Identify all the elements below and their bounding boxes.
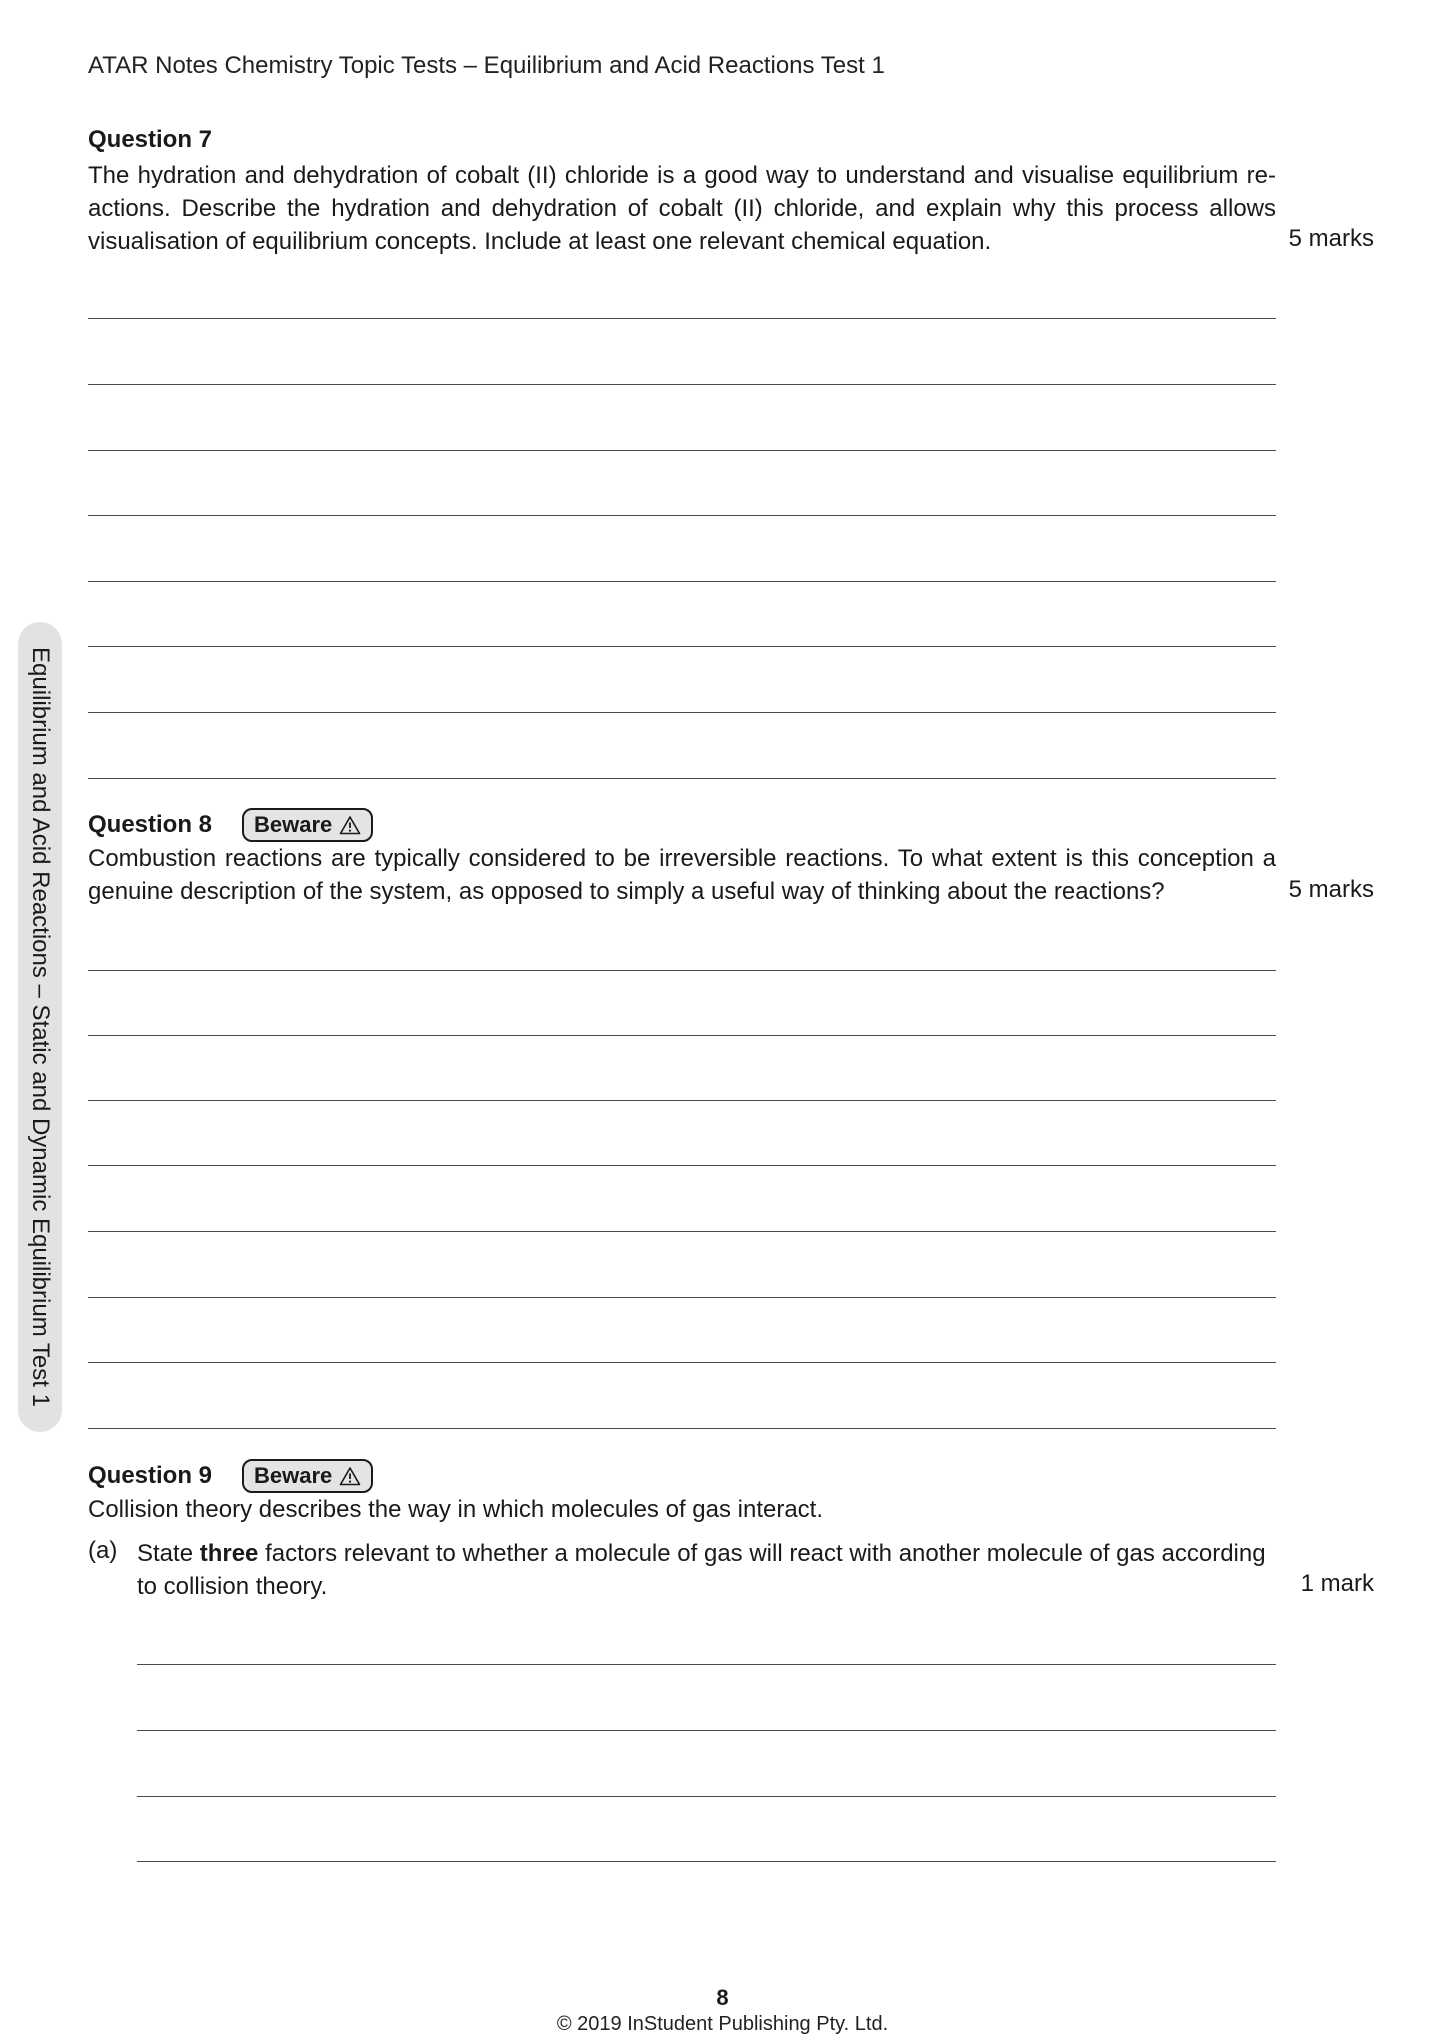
copyright-notice: © 2019 InStudent Publishing Pty. Ltd. bbox=[556, 2013, 889, 2035]
question-7-heading: Question 7 bbox=[88, 126, 213, 153]
answer-line[interactable] bbox=[137, 1730, 1276, 1731]
question-8-text: Combustion reactions are typically considered to be irreversible reactions. To what extent is this conception a genuine description of the system, as opposed to simply a useful way of thinking about the reactions? bbox=[88, 845, 1276, 905]
question-8-marks: 5 marks bbox=[1288, 876, 1374, 903]
question-8-heading: Question 8 bbox=[88, 811, 213, 838]
answer-line[interactable] bbox=[88, 778, 1276, 779]
question-9a-text bbox=[137, 1537, 1276, 1603]
warning-triangle-icon bbox=[339, 1466, 361, 1486]
answer-line[interactable] bbox=[137, 1796, 1276, 1797]
answer-line[interactable] bbox=[137, 1664, 1276, 1665]
question-9a-text-before: State bbox=[137, 1540, 200, 1567]
question-7-marks: 5 marks bbox=[1288, 225, 1374, 252]
answer-line[interactable] bbox=[88, 1297, 1276, 1298]
answer-line[interactable] bbox=[88, 646, 1276, 647]
beware-badge bbox=[242, 808, 373, 842]
question-9a-emphasis: three bbox=[199, 1540, 259, 1567]
question-9-heading: Question 9 bbox=[88, 1462, 213, 1489]
answer-line[interactable] bbox=[88, 970, 1276, 971]
beware-label: Beware bbox=[254, 1463, 333, 1488]
answer-line[interactable] bbox=[88, 1428, 1276, 1429]
answer-line[interactable] bbox=[137, 1861, 1276, 1862]
side-tab-label: Equilibrium and Acid Reactions – Static and Dynamic Equilibrium Test 1 bbox=[27, 647, 54, 1407]
beware-badge bbox=[242, 1459, 373, 1493]
warning-triangle-icon bbox=[339, 815, 361, 835]
answer-line[interactable] bbox=[88, 318, 1276, 319]
question-9a-label: (a) bbox=[88, 1537, 118, 1564]
question-9a-text-after: factors relevant to whether a molecule of gas will react with another molecule of gas according to collision theory. bbox=[137, 1540, 1266, 1600]
answer-line[interactable] bbox=[88, 1362, 1276, 1363]
answer-line[interactable] bbox=[88, 515, 1276, 516]
question-9a-marks: 1 mark bbox=[1300, 1570, 1374, 1597]
running-header: ATAR Notes Chemistry Topic Tests – Equilibrium and Acid Reactions Test 1 bbox=[88, 52, 885, 79]
answer-line[interactable] bbox=[88, 1035, 1276, 1036]
answer-line[interactable] bbox=[88, 581, 1276, 582]
answer-line[interactable] bbox=[88, 712, 1276, 713]
page-number: 8 bbox=[716, 1985, 729, 2010]
answer-line[interactable] bbox=[88, 1100, 1276, 1101]
question-7-text: The hydration and dehydration of cobalt (II) chloride is a good way to understand and visualise equilibrium re-actions. Describe the hydration and dehydration of cobalt (II) chloride, and explain why this process allows visualisation of equilibrium concepts. Include at least one relevant chemical equation. bbox=[88, 162, 1276, 255]
answer-line[interactable] bbox=[88, 1231, 1276, 1232]
answer-line[interactable] bbox=[88, 384, 1276, 385]
answer-line[interactable] bbox=[88, 1165, 1276, 1166]
beware-label: Beware bbox=[254, 812, 333, 837]
question-9-text: Collision theory describes the way in which molecules of gas interact. bbox=[88, 1496, 824, 1523]
answer-line[interactable] bbox=[88, 450, 1276, 451]
